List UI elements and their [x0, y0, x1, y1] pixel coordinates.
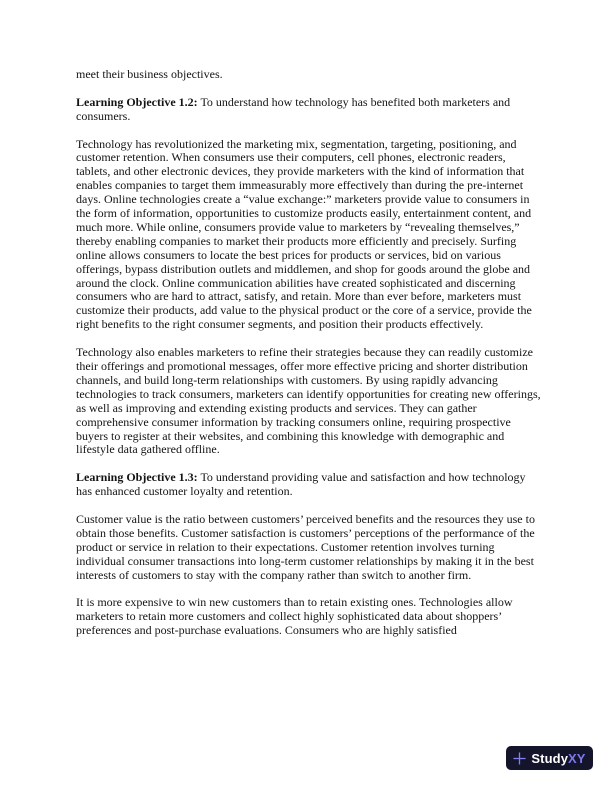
objective-1-2-heading [76, 96, 541, 124]
studyxy-logo [506, 746, 593, 770]
body-paragraph: Technology also enables marketers to refine their strategies because they can readily customize their offerings and promotional messages, offer more effective pricing and shorter distribution channels, and build long-term relationships with customers. By using rapidly advancing technologies to track consumers, marketers can identify opportunities for creating new offerings, as well as improving and extending existing products and services. They can gather comprehensive consumer information by tracking consumers online, requiring prospective buyers to register at their websites, and combining this knowledge with demographic and lifestyle data gathered offline. [76, 345, 541, 457]
logo-study-text: Study [531, 750, 569, 766]
body-paragraph: meet their business objectives. [76, 67, 223, 81]
logo-xy-text: XY [568, 750, 586, 766]
body-paragraph: Technology has revolutionized the marketing mix, segmentation, targeting, positioning, and customer retention. When consumers use their computers, cell phones, electronic readers, tablets, and other electronic devices, they provide marketers with the kind of information that enables companies to target them immeasurably more effectively than during the pre-internet days. Online technologies create a “value exchange:” marketers provide value to consumers in the form of information, opportunities to customize products easily, entertainment content, and much more. While online, consumers provide value to marketers by “revealing themselves,” thereby enabling companies to market their products more efficiently and precisely. Surfing online allows consumers to locate the best prices for products or services, bid on various offerings, bypass distribution outlets and middlemen, and shop for goods around the globe and around the clock. Online communication abilities have created sophisticated and discerning consumers who are hard to attract, satisfy, and retain. More than ever before, marketers must customize their products, add value to the physical product or the core of a service, provide the right benefits to the right consumer segments, and position their products effectively. [76, 136, 532, 332]
objective-text: To understand providing value and satisfaction and how technology has enhanced customer loyalty and retention. [76, 470, 526, 499]
plus-icon [513, 752, 526, 765]
body-paragraph: It is more expensive to win new customers than to retain existing ones. Technologies allow marketers to retain more customers and collect highly sophisticated data about shoppers’ preferences and post-purchase evaluations. Consumers who are highly satisfied [76, 595, 513, 638]
objective-label: Learning Objective 1.3: [76, 470, 198, 485]
objective-1-3-heading [76, 471, 541, 499]
body-paragraph: Customer value is the ratio between customers’ perceived benefits and the resources they use to obtain those benefits. Customer satisfaction is customers’ perceptions of the performance of the product or service in relation to their expectations. Customer retention involves turning individual consumer transactions into long-term customer relationships by making it in the best interests of customers to stay with the company rather than switch to another firm. [76, 511, 535, 582]
page-content [76, 68, 541, 652]
objective-text: To understand how technology has benefited both marketers and consumers. [76, 94, 511, 123]
objective-label: Learning Objective 1.2: [76, 94, 198, 109]
